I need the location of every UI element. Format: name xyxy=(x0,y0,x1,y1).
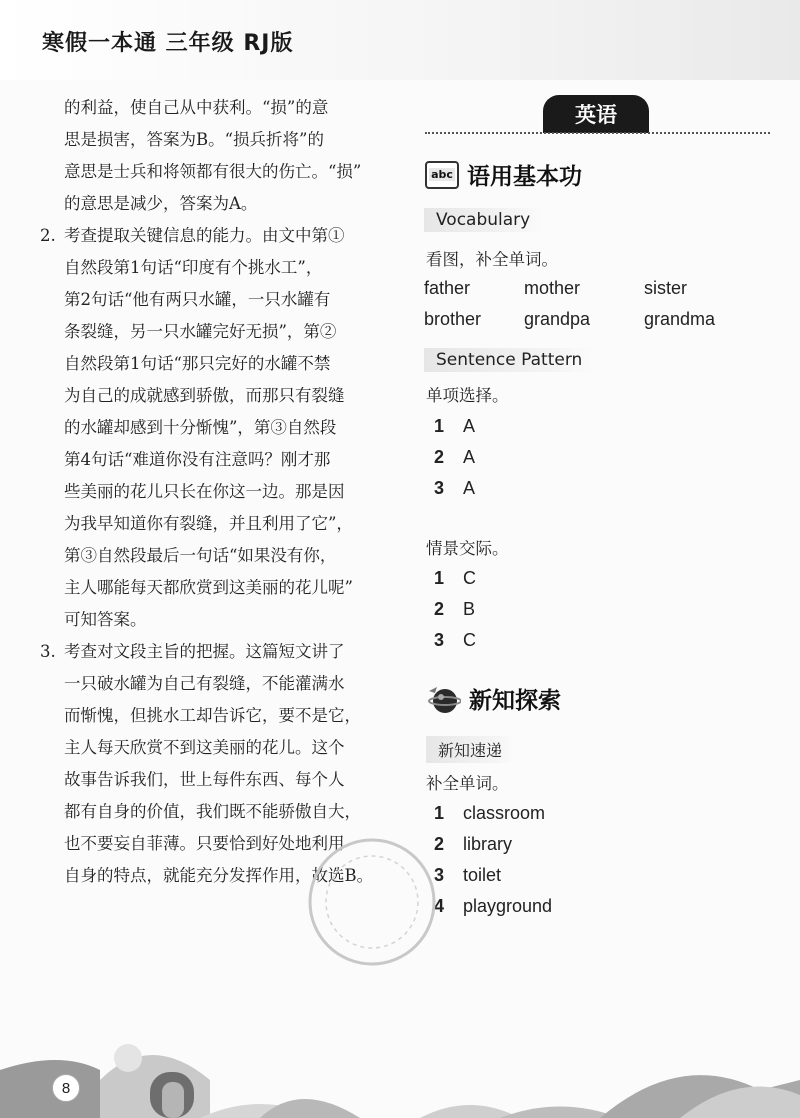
watermark-stamp xyxy=(292,822,452,982)
answer-row: 1 A xyxy=(434,416,476,436)
text-line: 条裂缝，另一只水罐完好无损”，第② xyxy=(64,322,337,341)
text-line: 故事告诉我们，世上每件东西、每个人 xyxy=(64,770,345,789)
vocab-word: grandpa xyxy=(524,309,591,329)
item-number: 2. xyxy=(40,226,56,245)
text-line: 而惭愧，但挑水工却告诉它，要不是它， xyxy=(64,706,361,725)
section-heading-explore xyxy=(425,682,561,715)
explore-instruction: 补全单词。 xyxy=(426,774,509,793)
text-line: 思是损害，答案为B。“损兵折将”的 xyxy=(64,130,324,149)
text-line: 的利益，使自己从中获利。“损”的意 xyxy=(64,98,329,117)
subject-tab-english: 英语 xyxy=(543,95,649,133)
text-line: 一只破水罐为自己有裂缝，不能灌满水 xyxy=(64,674,345,693)
text-line: 主人哪能每天都欣赏到这美丽的花儿呢” xyxy=(64,578,353,597)
answer-row: 1 classroom xyxy=(434,803,546,823)
vocab-word: mother xyxy=(524,278,581,298)
footer-decoration xyxy=(0,1010,800,1118)
vocab-word: grandma xyxy=(644,309,716,329)
answer-row: 2 library xyxy=(434,834,513,854)
text-line: 主人每天欣赏不到这美丽的花儿。这个 xyxy=(64,738,345,757)
answer-row: 3 A xyxy=(434,478,476,498)
text-line: 可知答案。 xyxy=(64,610,147,629)
text-line: 些美丽的花儿只长在你这一边。那是因 xyxy=(64,482,345,501)
answer-item-2 xyxy=(40,220,400,636)
answer-row: 2 A xyxy=(434,447,476,467)
sentence-instruction-1: 单项选择。 xyxy=(426,386,509,405)
answer-row: 3 toilet xyxy=(434,865,502,885)
page-number: 8 xyxy=(52,1074,80,1102)
section-heading-basics xyxy=(425,158,582,191)
vocab-instruction: 看图，补全单词。 xyxy=(426,250,558,269)
answer-row: 2 B xyxy=(434,599,476,619)
abc-book-icon: abc xyxy=(425,161,459,189)
answer-row: 3 C xyxy=(434,630,476,650)
text-line: 第2句话“他有两只水罐，一只水罐有 xyxy=(64,290,331,309)
text-line: 第③自然段最后一句话“如果没有你， xyxy=(64,546,337,565)
text-line: 考查提取关键信息的能力。由文中第① xyxy=(64,226,345,245)
text-line: 也不要妄自菲薄。只要恰到好处地利用 xyxy=(64,834,345,853)
text-line: 的意思是减少，答案为A。 xyxy=(64,194,258,213)
answer-row: 1 C xyxy=(434,568,476,588)
answer-row: 4 playground xyxy=(434,896,553,916)
left-column xyxy=(40,92,400,892)
text-line: 自然段第1句话“那只完好的水罐不禁 xyxy=(64,354,331,373)
text-line: 自然段第1句话“印度有个挑水工”， xyxy=(64,258,323,277)
section-title: 语用基本功 xyxy=(467,164,582,190)
text-line: 的水罐却感到十分惭愧”，第③自然段 xyxy=(64,418,337,437)
text-line: 为自己的成就感到骄傲，而那只有裂缝 xyxy=(64,386,345,405)
text-line: 为我早知道你有裂缝，并且利用了它”， xyxy=(64,514,353,533)
sentence-pattern-label: Sentence Pattern xyxy=(424,348,594,372)
globe-rocket-icon xyxy=(425,683,461,715)
text-line: 意思是士兵和将领都有很大的伤亡。“损” xyxy=(64,162,362,181)
vocab-word: father xyxy=(424,278,471,298)
dotted-divider xyxy=(425,132,770,134)
item-number: 3. xyxy=(40,642,56,661)
new-knowledge-label: 新知速递 xyxy=(426,736,514,763)
vocab-word: sister xyxy=(644,278,688,298)
text-line: 第4句话“难道你没有注意吗？刚才那 xyxy=(64,450,331,469)
text-line: 都有自身的价值，我们既不能骄傲自大， xyxy=(64,802,361,821)
vocabulary-label: Vocabulary xyxy=(424,208,542,232)
vocab-word: brother xyxy=(424,309,482,329)
text-line: 考查对文段主旨的把握。这篇短文讲了 xyxy=(64,642,345,661)
sentence-instruction-2: 情景交际。 xyxy=(426,539,509,558)
section-title: 新知探索 xyxy=(469,688,561,714)
paragraph-continued xyxy=(40,92,400,220)
text-line: 自身的特点，就能充分发挥作用，故选B。 xyxy=(64,866,374,885)
page-header-title: 寒假一本通 三年级 RJ版 xyxy=(42,31,294,56)
